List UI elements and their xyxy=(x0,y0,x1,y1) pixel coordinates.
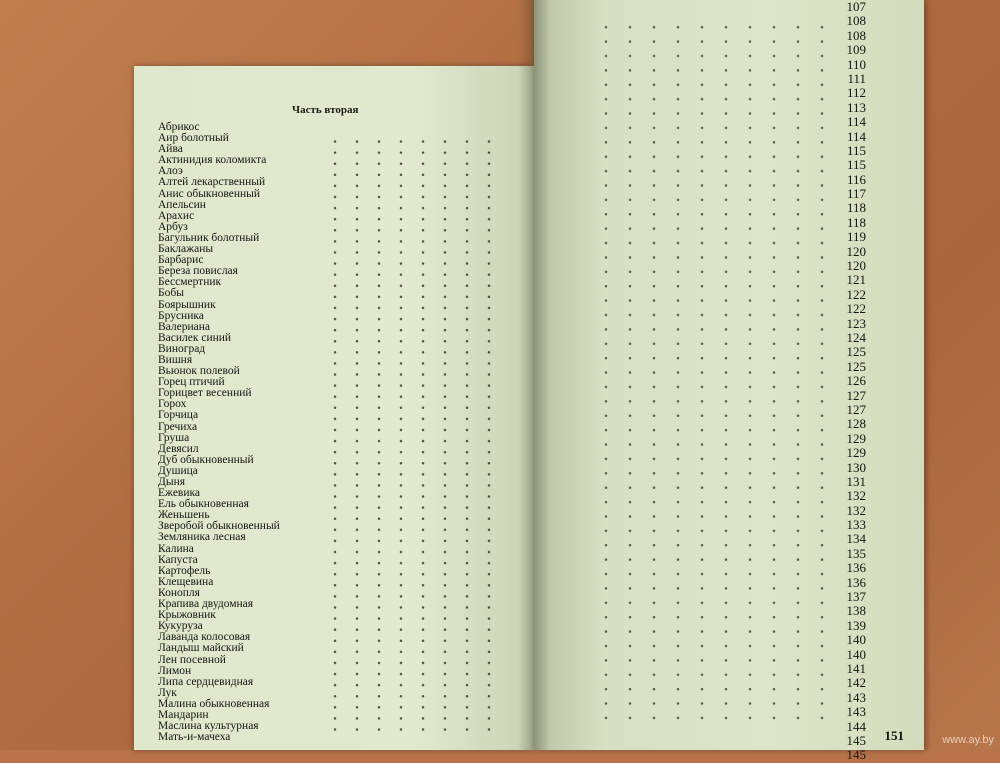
entry-item: Липа сердцевидная xyxy=(158,675,254,688)
entry-item: Зверобой обыкновенный xyxy=(158,520,280,533)
page-number: 134 xyxy=(846,531,866,547)
right-page xyxy=(534,0,924,763)
page-number: 118 xyxy=(846,214,866,230)
page-number: 120 xyxy=(846,243,866,259)
page-number: 122 xyxy=(846,301,866,317)
page-number: 114 xyxy=(846,114,866,130)
entry-item: Калина xyxy=(158,542,194,555)
folio-number: 151 xyxy=(884,728,904,743)
entry-item: Крапива двудомная xyxy=(158,598,254,611)
entry-item: Лен посевной xyxy=(158,653,226,666)
entry-item: Виноград xyxy=(158,342,206,355)
entry-item: Апельсин xyxy=(158,198,206,211)
page-number: 132 xyxy=(846,488,866,504)
page-number-column xyxy=(847,0,867,763)
entry-item: Брусника xyxy=(158,309,204,322)
entry-item: Багульник болотный xyxy=(158,231,260,244)
page-number: 111 xyxy=(847,70,866,86)
page-number: 125 xyxy=(846,344,866,360)
page-number: 129 xyxy=(846,430,866,446)
entry-item: Маслина культурная xyxy=(158,720,259,733)
page-number: 144 xyxy=(846,718,866,734)
page-number: 138 xyxy=(846,603,866,619)
entry-item: Боярышник xyxy=(158,298,216,311)
entry-item: Баклажаны xyxy=(158,243,214,256)
page-number: 140 xyxy=(846,646,866,662)
entry-item: Кукуруза xyxy=(158,620,203,633)
entry-item: Арахис xyxy=(158,209,195,222)
entry-item: Вьюнок полевой xyxy=(158,365,240,378)
entry-item: Женьшень xyxy=(158,509,210,522)
entry-item: Горицвет весенний xyxy=(158,387,252,400)
page-number: 128 xyxy=(846,416,866,432)
page-number: 123 xyxy=(846,315,866,331)
page-number: 115 xyxy=(846,142,866,158)
section-heading: Часть вторая xyxy=(292,104,359,116)
page-number: 120 xyxy=(846,258,866,274)
entry-item: Валериана xyxy=(158,320,210,333)
page-number: 145 xyxy=(846,732,866,748)
page-number: 136 xyxy=(846,574,866,590)
entry-item: Дыня xyxy=(158,476,186,488)
entry-item: Крыжовник xyxy=(158,609,216,622)
entry-item: Груша xyxy=(158,431,190,444)
entry-item: Душица xyxy=(158,464,198,477)
page-number: 113 xyxy=(846,99,866,115)
page-number: 116 xyxy=(846,171,866,187)
entry-item: Лаванда колосовая xyxy=(158,631,251,644)
page-number: 131 xyxy=(846,473,866,489)
entry-item: Бобы xyxy=(158,287,184,300)
entry-item: Лук xyxy=(158,686,177,699)
leader-dots xyxy=(324,136,504,736)
entry-item: Горох xyxy=(158,398,187,411)
book-gutter xyxy=(518,0,550,750)
entry-item: Аир болотный xyxy=(158,132,229,145)
page-number: 142 xyxy=(846,675,866,691)
entry-item: Ландыш майский xyxy=(158,642,244,655)
entry-item: Алтей лекарственный xyxy=(158,176,266,189)
page-number: 136 xyxy=(846,560,866,576)
page-number: 114 xyxy=(846,128,866,144)
entry-item: Земляника лесная xyxy=(158,531,246,544)
entry-item: Абрикос xyxy=(158,121,200,133)
entry-list xyxy=(158,122,280,743)
entry-item: Айва xyxy=(158,143,183,156)
entry-item: Бессмертник xyxy=(158,276,222,289)
entry-item: Капуста xyxy=(158,553,198,566)
page-number: 135 xyxy=(846,545,866,561)
entry-item: Вишня xyxy=(158,353,193,366)
leader-dots-right xyxy=(594,20,834,720)
page-number: 112 xyxy=(846,85,866,101)
watermark: www.ay.by xyxy=(942,734,994,746)
page-number: 143 xyxy=(846,689,866,705)
page-number: 118 xyxy=(846,200,866,216)
page-number: 109 xyxy=(846,42,866,58)
entry-item: Малина обыкновенная xyxy=(158,697,270,710)
left-page xyxy=(134,66,534,750)
page-number: 119 xyxy=(846,229,866,245)
page-number: 126 xyxy=(846,373,866,389)
entry-item: Мандарин xyxy=(158,708,209,721)
page-number: 133 xyxy=(846,517,866,533)
page-number: 127 xyxy=(846,401,866,417)
page-number: 145 xyxy=(846,747,866,763)
entry-item: Алоэ xyxy=(158,165,183,178)
page-number: 122 xyxy=(846,286,866,302)
page-number: 110 xyxy=(846,56,866,72)
page-number: 141 xyxy=(846,660,866,676)
page-number: 129 xyxy=(846,445,866,461)
entry-item: Актинидия коломикта xyxy=(158,154,267,167)
entry-item: Горчица xyxy=(158,409,199,422)
page-number: 124 xyxy=(846,329,866,345)
entry-item: Арбуз xyxy=(158,220,188,233)
entry-item: Горец птичий xyxy=(158,376,225,389)
entry-item: Картофель xyxy=(158,564,211,577)
entry-item: Василек синий xyxy=(158,331,232,344)
entry-item: Конопля xyxy=(158,586,200,599)
page-number: 140 xyxy=(846,632,866,648)
page-number: 107 xyxy=(846,0,866,14)
entry-item: Береза повислая xyxy=(158,265,238,278)
entry-item: Дуб обыкновенный xyxy=(158,453,254,466)
page-number: 132 xyxy=(846,502,866,518)
page-number: 115 xyxy=(846,157,866,173)
entry-item: Мать-и-мачеха xyxy=(158,731,231,744)
page-number: 117 xyxy=(846,186,866,202)
entry-item: Лимон xyxy=(158,664,192,677)
entry-item: Анис обыкновенный xyxy=(158,187,261,200)
page-number: 108 xyxy=(846,27,866,43)
entry-item: Клещевина xyxy=(158,575,214,588)
entry-item: Барбарис xyxy=(158,254,204,267)
page-number: 137 xyxy=(846,589,866,605)
entry-item: Гречиха xyxy=(158,420,198,433)
entry-item: Ежевика xyxy=(158,487,201,500)
page-number: 143 xyxy=(846,704,866,720)
entry-item: Девясил xyxy=(158,442,199,455)
page-number: 130 xyxy=(846,459,866,475)
page-number: 139 xyxy=(846,617,866,633)
page-number: 108 xyxy=(846,13,866,29)
open-book xyxy=(134,0,924,763)
page-number: 125 xyxy=(846,358,866,374)
page-number: 121 xyxy=(846,272,866,288)
entry-item: Ель обыкновенная xyxy=(158,498,249,511)
page-number: 127 xyxy=(846,387,866,403)
